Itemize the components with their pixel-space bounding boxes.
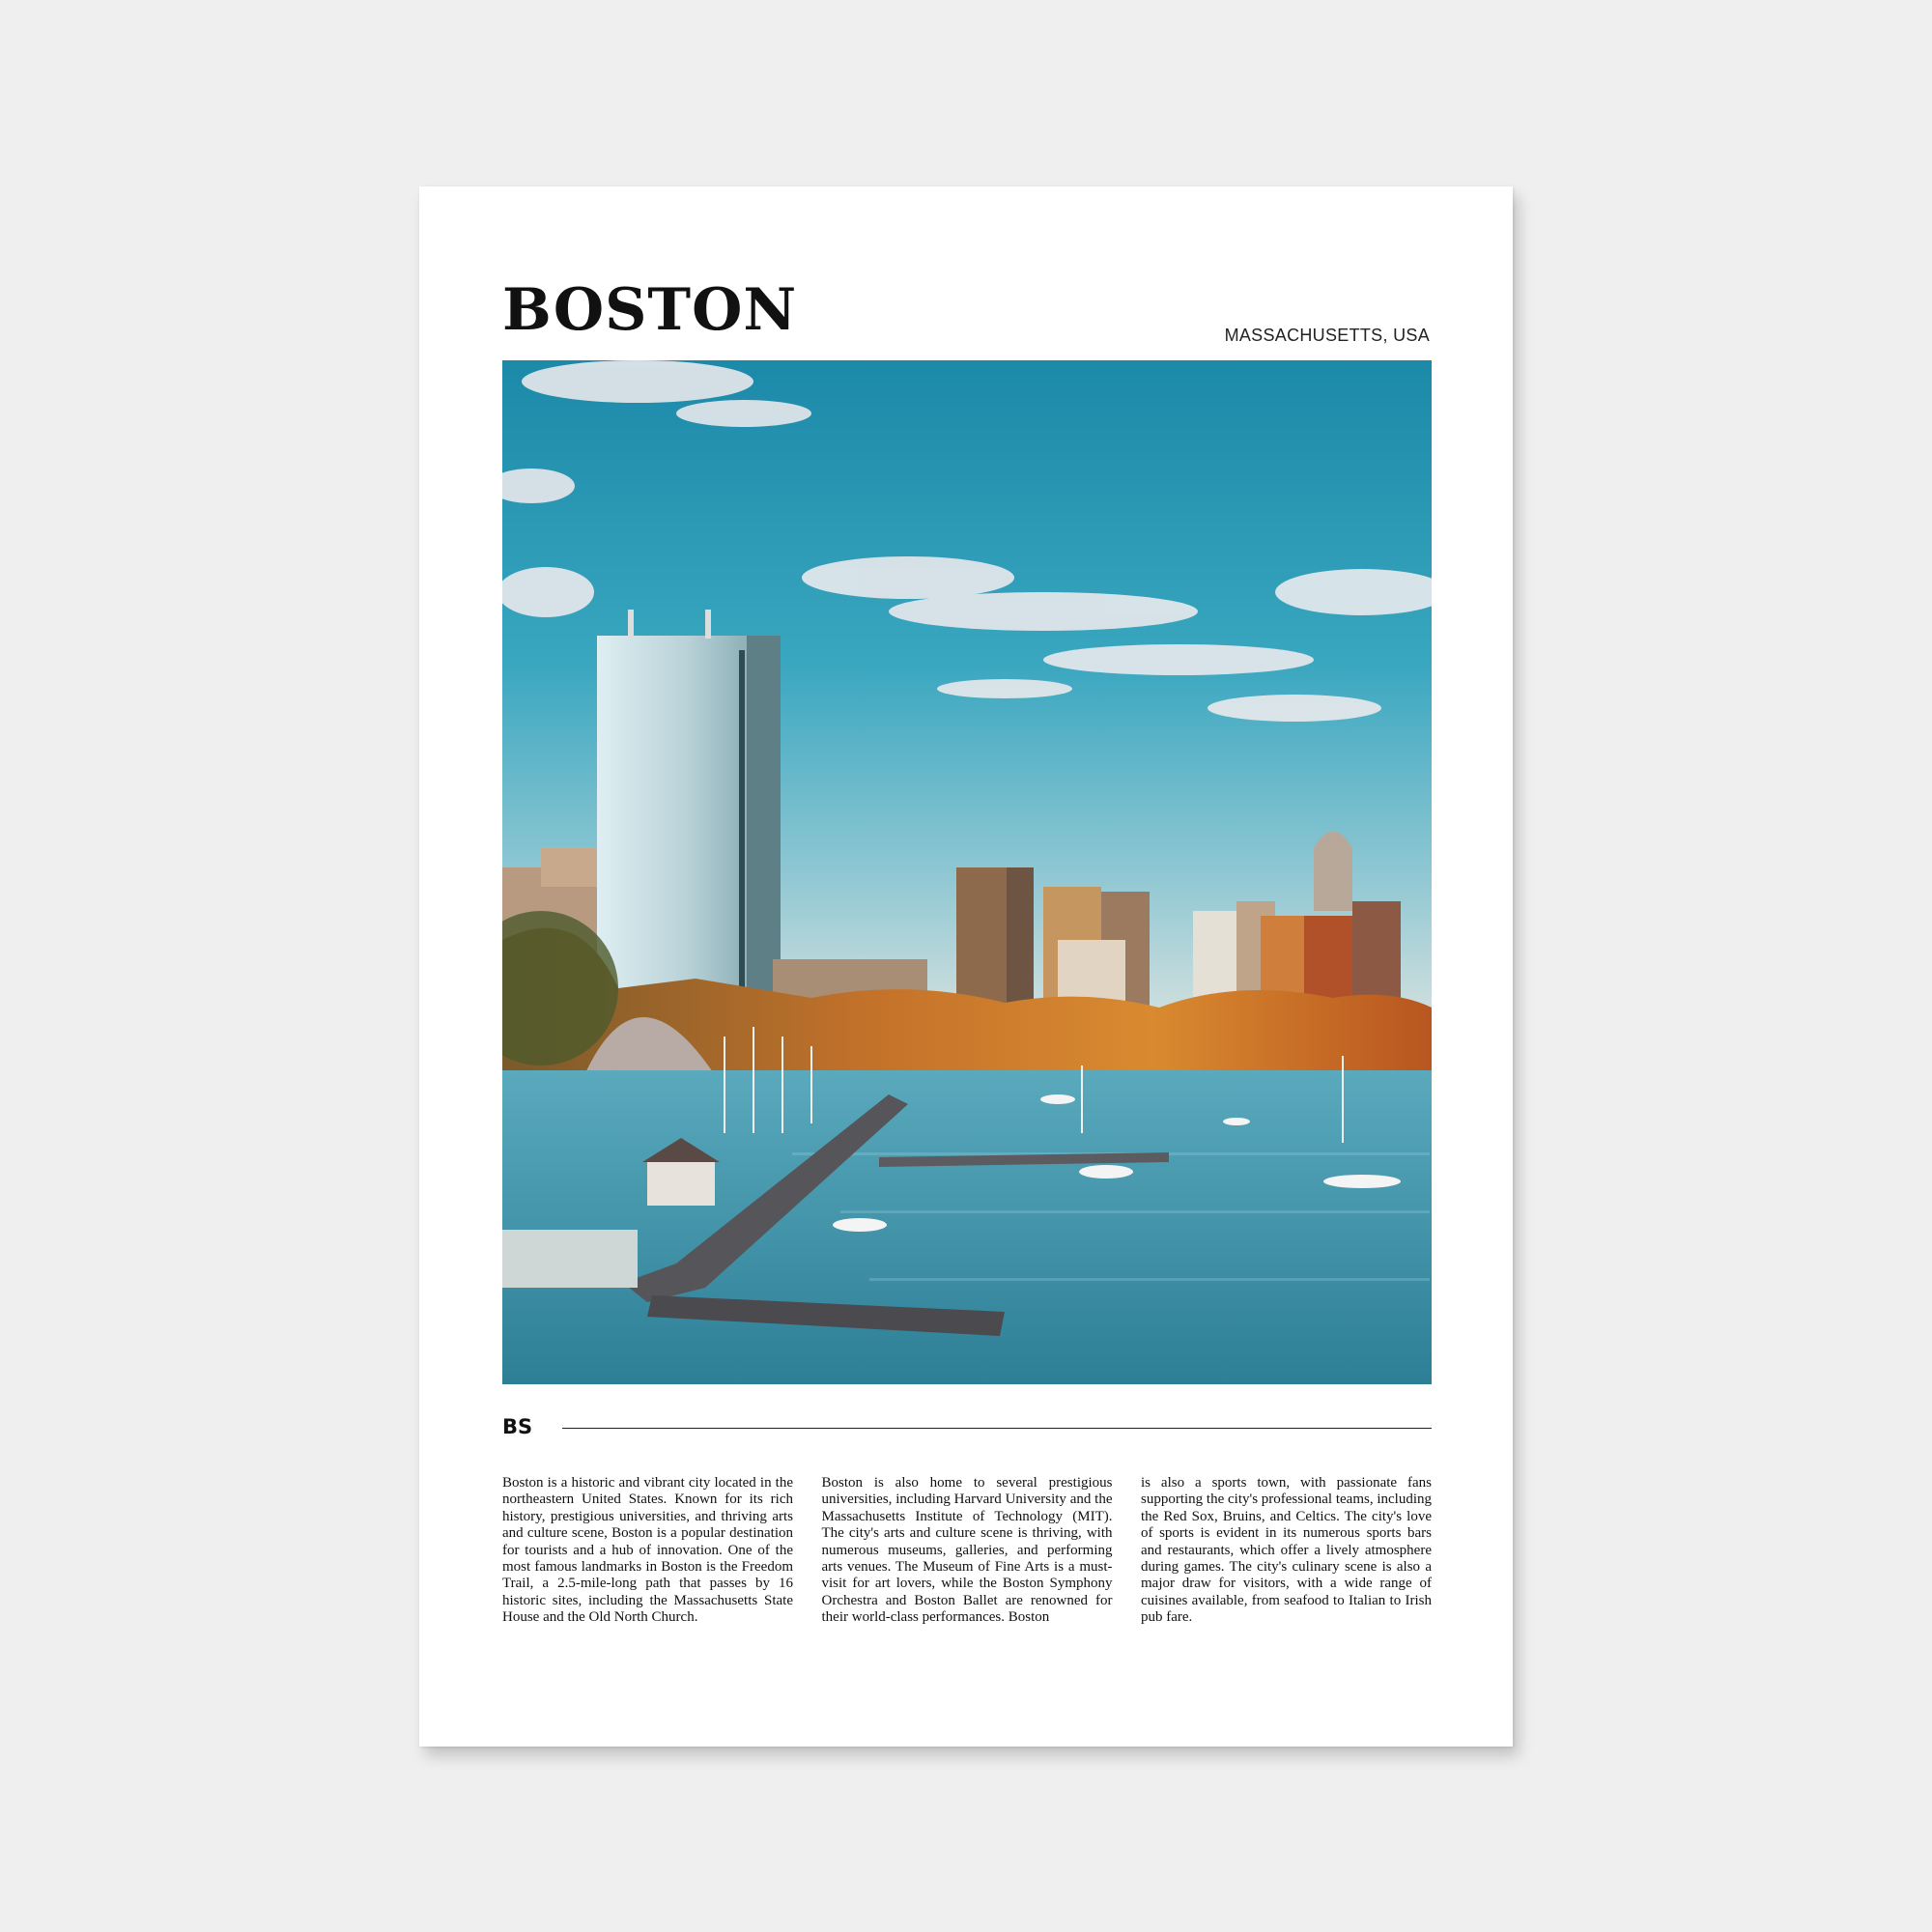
description-column-1: Boston is a historic and vibrant city located in the northeastern United States. Known for its rich history, prestigious universities, and thriving arts and culture scene, Boston is a popular destination for tourists and a hub of innovation. One of the most famous landmarks in Boston is the Freedom Trail, a 2.5-mile-long path that passes by 16 historic sites, including the Massachusetts State House and the Old North Church.	[502, 1475, 793, 1626]
city-code: BS	[502, 1415, 533, 1438]
boston-skyline-photo	[502, 360, 1432, 1384]
description-columns	[502, 1475, 1432, 1627]
poster-subtitle: MASSACHUSETTS, USA	[1224, 326, 1430, 345]
divider-line	[562, 1428, 1432, 1429]
poster	[419, 186, 1513, 1747]
description-column-3: is also a sports town, with passionate fans supporting the city's professional teams, including the Red Sox, Bruins, and Celtics. The city's love of sports is evident in its numerous sports bars and restaurants, which offer a lively atmosphere during games. The city's culinary scene is also a major draw for visitors, with a wide range of cuisines available, from seafood to Italian to Irish pub fare.	[1141, 1475, 1432, 1626]
poster-title: BOSTON	[502, 276, 798, 344]
description-column-2: Boston is also home to several prestigious universities, including Harvard University and the Massachusetts Institute of Technology (MIT). The city's arts and culture scene is thriving, with numerous museums, galleries, and performing arts venues. The Museum of Fine Arts is a must-visit for art lovers, while the Boston Symphony Orchestra and Boston Ballet are renowned for their world-class performances. Boston	[821, 1475, 1113, 1626]
